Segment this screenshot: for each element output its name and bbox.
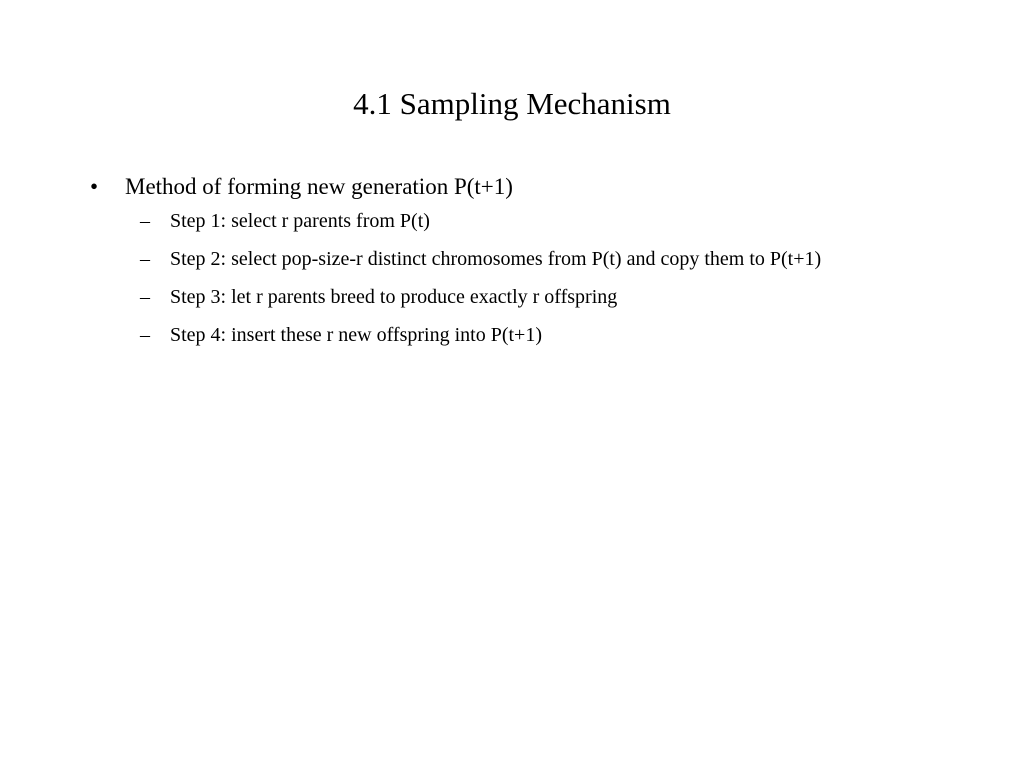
dash-icon: – [140,248,150,270]
sub-bullet-text: Step 3: let r parents breed to produce exactly r offspring [170,286,618,308]
sub-bullet-text: Step 4: insert these r new offspring into P(t+1) [170,324,542,346]
sub-bullet-item [0,322,1024,349]
sub-bullet-list [0,208,1024,349]
slide-content [0,172,1024,360]
dash-icon: – [140,324,150,346]
sub-bullet-item [0,284,1024,311]
bullet-item [0,172,1024,202]
bullet-icon: • [90,174,99,199]
sub-bullet-text: Step 2: select pop-size-r distinct chromosomes from P(t) and copy them to P(t+1) [170,248,822,270]
dash-icon: – [140,286,150,308]
dash-icon: – [140,210,150,232]
slide-title: 4.1 Sampling Mechanism [353,86,671,121]
sub-bullet-text: Step 1: select r parents from P(t) [170,210,430,232]
sub-bullet-item [0,208,1024,235]
sub-bullet-item [0,246,1024,273]
bullet-text: Method of forming new generation P(t+1) [125,174,513,199]
